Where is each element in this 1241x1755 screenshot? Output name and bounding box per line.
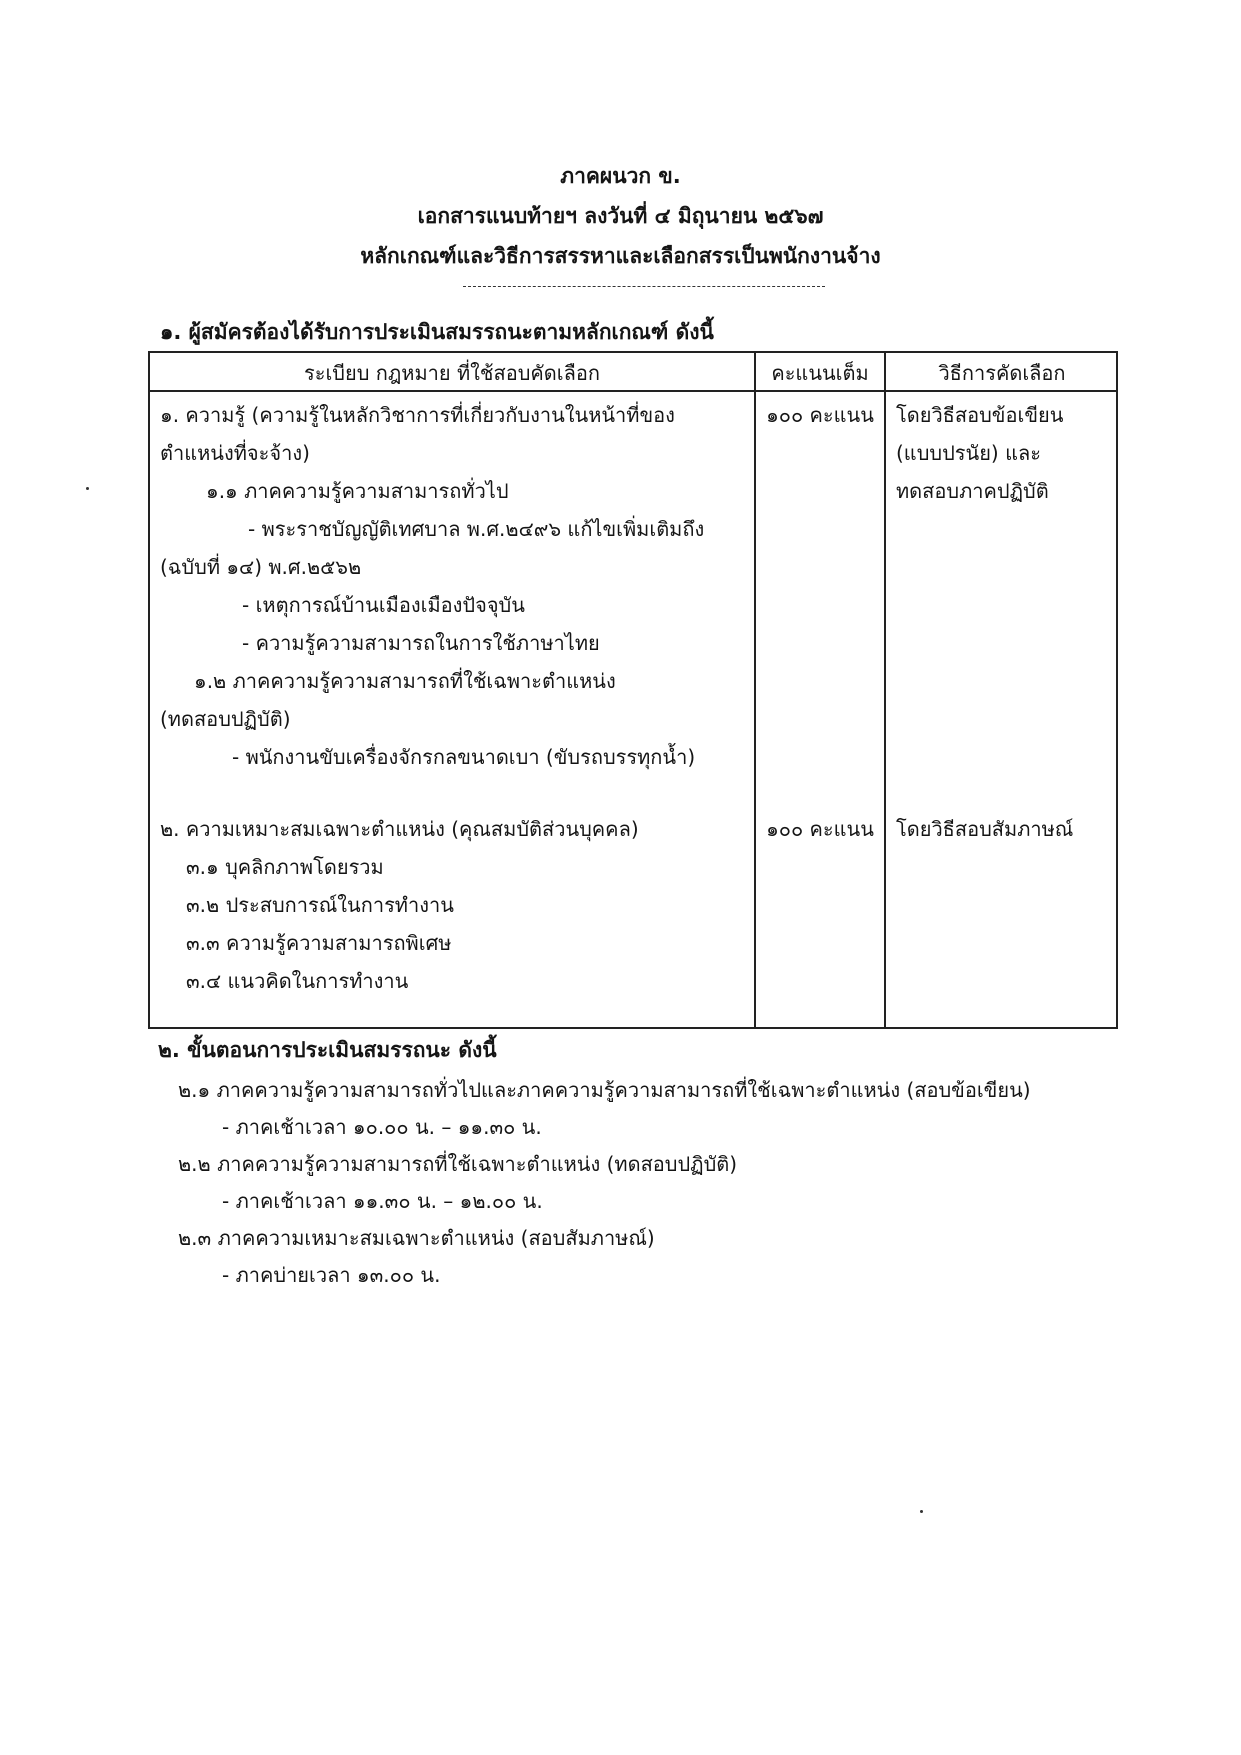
step-2-3: ๒.๓ ภาคความเหมาะสมเฉพาะตำแหน่ง (สอบสัมภาษณ์)	[178, 1226, 655, 1250]
table-column-divider	[754, 353, 756, 1027]
header-method: วิธีการคัดเลือก	[938, 361, 1066, 385]
row1-method-line2: (แบบปรนัย) และ	[896, 441, 1041, 465]
row1-method-line1: โดยวิธีสอบข้อเขียน	[896, 403, 1064, 427]
row2-line5: ๓.๔ แนวคิดในการทำงาน	[186, 969, 409, 993]
row1-line10: - พนักงานขับเครื่องจักรกลขนาดเบา (ขับรถบรรทุกน้ำ)	[232, 745, 696, 769]
table-header-divider	[150, 390, 1116, 392]
appendix-title: ภาคผนวก ข.	[560, 164, 681, 188]
row1-line3: ๑.๑ ภาคความรู้ความสามารถทั่วไป	[206, 479, 509, 503]
criteria-table	[148, 351, 1118, 1029]
section2-title: ๒. ขั้นตอนการประเมินสมรรถนะ ดังนี้	[158, 1038, 497, 1062]
dashed-divider	[463, 286, 825, 287]
row2-line1: ๒. ความเหมาะสมเฉพาะตำแหน่ง (คุณสมบัติส่วนบุคคล)	[160, 817, 639, 841]
header-score: คะแนนเต็ม	[771, 361, 869, 385]
row2-score: ๑๐๐ คะแนน	[766, 817, 874, 841]
step-2-1-time: - ภาคเช้าเวลา ๑๐.๐๐ น. – ๑๑.๓๐ น.	[222, 1115, 542, 1139]
row1-line1: ๑. ความรู้ (ความรู้ในหลักวิชาการที่เกี่ยวกับงานในหน้าที่ของ	[160, 403, 675, 427]
row1-method-line3: ทดสอบภาคปฏิบัติ	[896, 479, 1049, 503]
table-column-divider	[884, 353, 886, 1027]
row1-line6: - เหตุการณ์บ้านเมืองเมืองปัจจุบัน	[242, 593, 525, 617]
row1-line2: ตำแหน่งที่จะจ้าง)	[160, 441, 310, 465]
step-2-1: ๒.๑ ภาคความรู้ความสามารถทั่วไปและภาคความรู้ความสามารถที่ใช้เฉพาะตำแหน่ง (สอบข้อเขียน)	[178, 1078, 1031, 1102]
header-criteria: ระเบียบ กฎหมาย ที่ใช้สอบคัดเลือก	[303, 361, 600, 385]
row1-line5: (ฉบับที่ ๑๔) พ.ศ.๒๕๖๒	[160, 555, 362, 579]
row2-method: โดยวิธีสอบสัมภาษณ์	[896, 817, 1074, 841]
row1-line7: - ความรู้ความสามารถในการใช้ภาษาไทย	[242, 631, 600, 655]
row1-line9: (ทดสอบปฏิบัติ)	[160, 707, 291, 731]
row1-line8: ๑.๒ ภาคความรู้ความสามารถที่ใช้เฉพาะตำแหน่ง	[194, 669, 616, 693]
row2-line2: ๓.๑ บุคลิกภาพโดยรวม	[186, 855, 384, 879]
row1-score: ๑๐๐ คะแนน	[766, 403, 874, 427]
step-2-2-time: - ภาคเช้าเวลา ๑๑.๓๐ น. – ๑๒.๐๐ น.	[222, 1189, 543, 1213]
attachment-date: เอกสารแนบท้ายฯ ลงวันที่ ๔ มิถุนายน ๒๕๖๗	[417, 204, 824, 228]
step-2-3-time: - ภาคบ่ายเวลา ๑๓.๐๐ น.	[222, 1263, 441, 1287]
row1-line4: - พระราชบัญญัติเทศบาล พ.ศ.๒๔๙๖ แก้ไขเพิ่มเติมถึง	[248, 517, 705, 541]
row2-line3: ๓.๒ ประสบการณ์ในการทำงาน	[186, 893, 454, 917]
row2-line4: ๓.๓ ความรู้ความสามารถพิเศษ	[186, 931, 452, 955]
scan-speck	[920, 1510, 923, 1513]
step-2-2: ๒.๒ ภาคความรู้ความสามารถที่ใช้เฉพาะตำแหน่ง (ทดสอบปฏิบัติ)	[178, 1152, 738, 1176]
section1-title: ๑. ผู้สมัครต้องได้รับการประเมินสมรรถนะตามหลักเกณฑ์ ดังนี้	[160, 320, 714, 344]
document-heading: หลักเกณฑ์และวิธีการสรรหาและเลือกสรรเป็นพนักงานจ้าง	[360, 244, 881, 268]
scan-speck	[86, 487, 89, 490]
